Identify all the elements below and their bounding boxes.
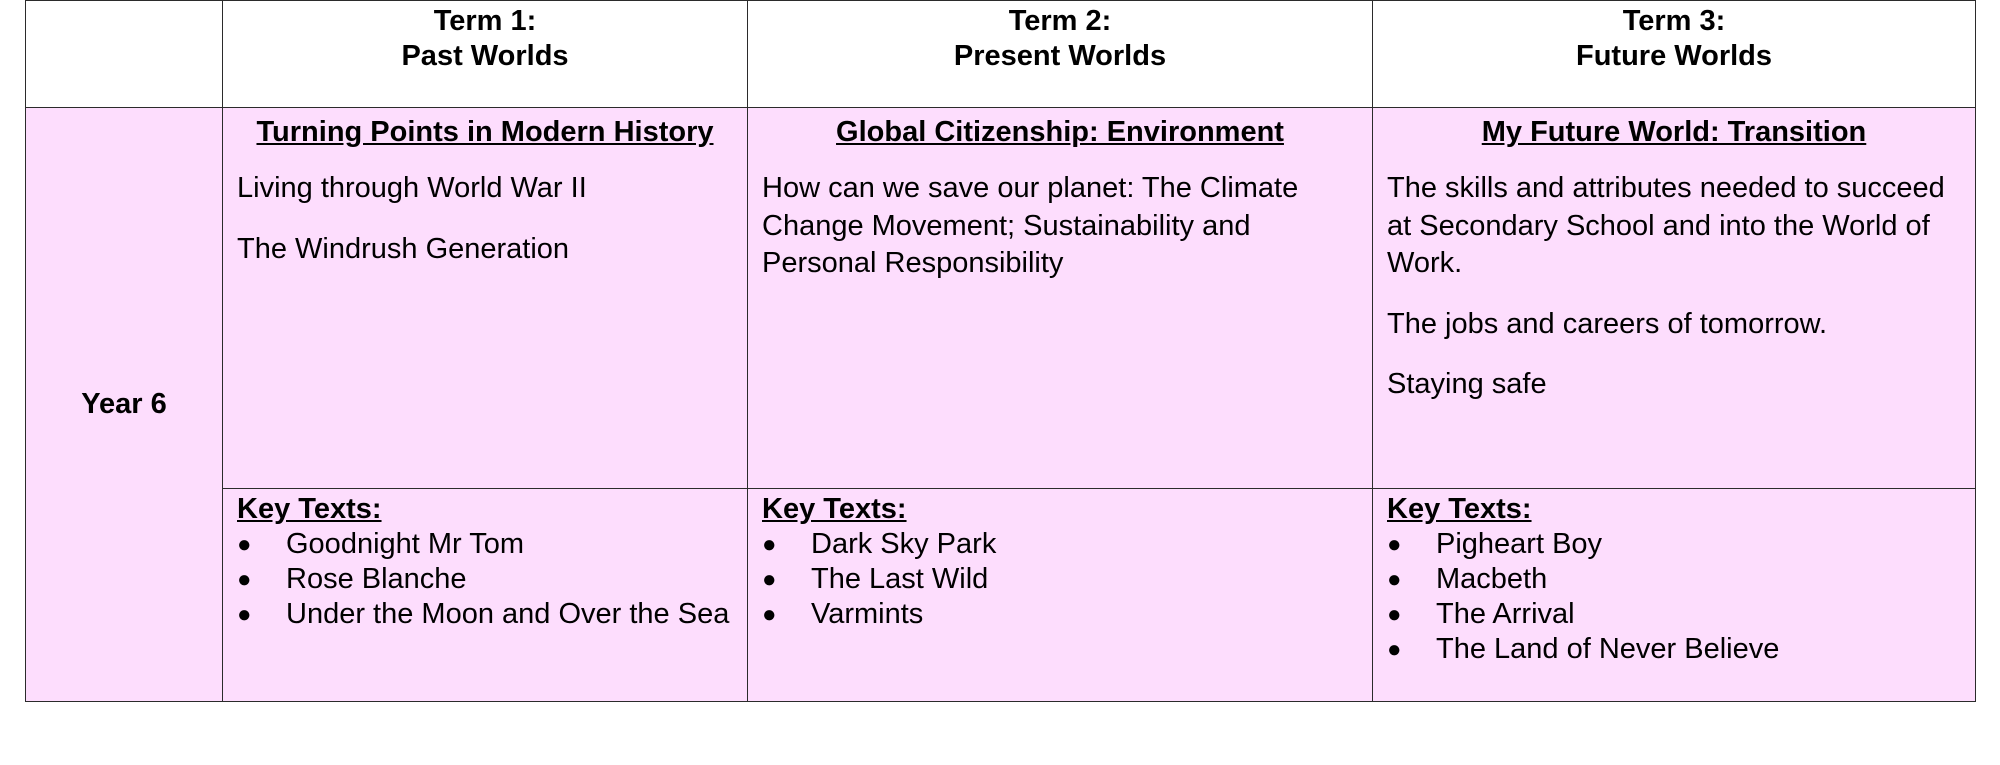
key-texts-row (26, 489, 1976, 702)
key-texts-heading: Key Texts: (762, 493, 907, 525)
book-title: Dark Sky Park (811, 528, 997, 560)
term-2-topic-text: How can we save our planet: The Climate Change Movement; Sustainability and Personal Responsibility (762, 172, 1299, 279)
list-item (1387, 527, 1961, 562)
term-3-header (1373, 1, 1976, 108)
book-title: Under the Moon and Over the Sea (286, 598, 730, 630)
book-title: Goodnight Mr Tom (286, 528, 525, 560)
term-2-topic-cell (748, 108, 1373, 489)
term-3-topic-heading: My Future World: Transition (1481, 116, 1867, 148)
list-item (1387, 632, 1961, 667)
term-2-header (748, 1, 1373, 108)
term-2-theme: Present Worlds (953, 40, 1167, 72)
term-1-topic-heading: Turning Points in Modern History (256, 116, 714, 148)
book-title: Rose Blanche (286, 563, 467, 595)
bullet-icon: ● (762, 531, 777, 558)
bullet-icon: ● (1387, 601, 1402, 628)
term-3-topic-text: Staying safe (1387, 368, 1547, 400)
term-1-header (223, 1, 748, 108)
term-3-topic-text: The jobs and careers of tomorrow. (1387, 307, 1828, 340)
list-item (1387, 597, 1961, 632)
bullet-icon: ● (762, 566, 777, 593)
list-item (237, 527, 733, 562)
term-1-theme: Past Worlds (401, 40, 569, 72)
term-1-topic-cell (223, 108, 748, 489)
key-texts-list (762, 527, 1358, 632)
list-item (1387, 562, 1961, 597)
book-title: Macbeth (1436, 563, 1548, 595)
term-1-key-texts-cell (223, 489, 748, 702)
list-item (762, 562, 1358, 597)
key-texts-heading: Key Texts: (1387, 493, 1532, 525)
term-3-key-texts-cell (1373, 489, 1976, 702)
term-2-label: Term 2: (1008, 5, 1112, 37)
header-corner-cell (26, 1, 223, 108)
bullet-icon: ● (1387, 636, 1402, 663)
term-2-key-texts-cell (748, 489, 1373, 702)
bullet-icon: ● (237, 566, 252, 593)
term-1-topic-text: Living through World War II (237, 172, 587, 204)
bullet-icon: ● (237, 531, 252, 558)
term-3-label: Term 3: (1622, 5, 1726, 37)
book-title: Pigheart Boy (1436, 528, 1603, 560)
year-6-cell (26, 108, 223, 702)
topics-row (26, 108, 1976, 489)
bullet-icon: ● (1387, 531, 1402, 558)
term-2-topic-heading: Global Citizenship: Environment (836, 116, 1284, 148)
term-1-topic-text: The Windrush Generation (237, 232, 570, 265)
term-1-label: Term 1: (433, 5, 537, 37)
term-3-theme: Future Worlds (1575, 40, 1773, 72)
book-title: Varmints (811, 598, 924, 630)
term-3-topic-text: The skills and attributes needed to succeed at Secondary School and into the World of Work. (1387, 172, 1945, 279)
book-title: The Last Wild (811, 563, 989, 595)
curriculum-table (25, 0, 1976, 702)
list-item (237, 562, 733, 597)
book-title: The Arrival (1436, 598, 1575, 630)
term-3-topic-cell (1373, 108, 1976, 489)
list-item (237, 597, 733, 632)
key-texts-list (1387, 527, 1961, 667)
list-item (762, 527, 1358, 562)
header-row (26, 1, 1976, 108)
bullet-icon: ● (237, 601, 252, 628)
key-texts-list (237, 527, 733, 632)
key-texts-heading: Key Texts: (237, 493, 382, 525)
bullet-icon: ● (1387, 566, 1402, 593)
list-item (762, 597, 1358, 632)
bullet-icon: ● (762, 601, 777, 628)
book-title: The Land of Never Believe (1436, 633, 1780, 665)
year-label: Year 6 (81, 388, 167, 420)
